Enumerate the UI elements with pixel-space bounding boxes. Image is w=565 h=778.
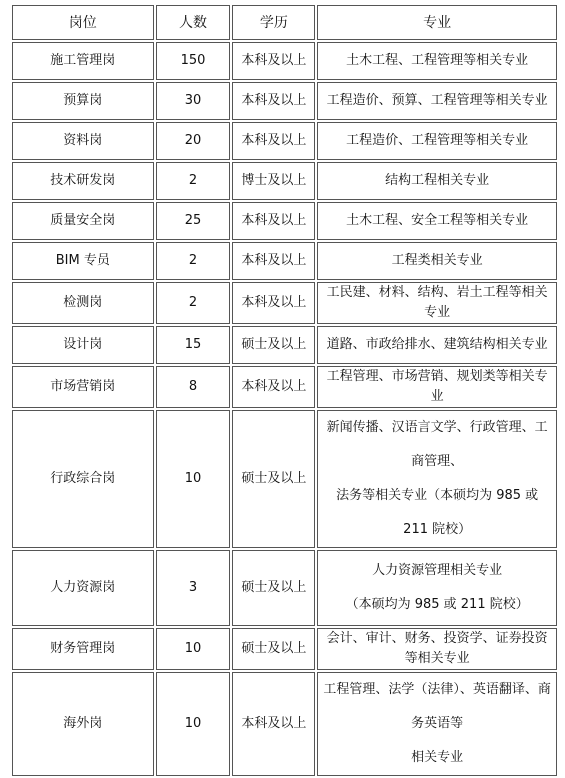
- education-cell: [232, 410, 315, 548]
- count-cell: [156, 162, 231, 200]
- major-cell: [317, 82, 557, 120]
- education-cell: [232, 202, 315, 240]
- count-cell-text: 10: [184, 716, 202, 731]
- table-row: [12, 628, 557, 670]
- major-line: 土木工程、工程管理等相关专业: [346, 53, 529, 68]
- position-cell-text: 行政综合岗: [50, 471, 116, 486]
- table-row: [12, 282, 557, 324]
- table-row: [12, 672, 557, 776]
- education-cell-text: 本科及以上: [241, 379, 307, 394]
- education-cell: [232, 82, 315, 120]
- education-cell-text: 本科及以上: [241, 93, 307, 108]
- major-line: 土木工程、安全工程等相关专业: [346, 213, 529, 228]
- recruitment-table-container: [10, 3, 559, 778]
- major-line: 法务等相关专业（本硕均为 985 或 211 院校）: [336, 488, 539, 537]
- education-cell-text: 本科及以上: [241, 253, 307, 268]
- education-cell-text: 本科及以上: [241, 213, 307, 228]
- education-cell-text: 硕士及以上: [241, 337, 307, 352]
- count-cell: [156, 202, 231, 240]
- position-cell-text: 海外岗: [63, 716, 103, 731]
- position-cell: [12, 82, 154, 120]
- position-cell-text: 施工管理岗: [50, 53, 116, 68]
- position-cell: [12, 672, 154, 776]
- header-education: 学历: [232, 5, 315, 40]
- education-cell-text: 硕士及以上: [241, 641, 307, 656]
- position-cell-text: 技术研发岗: [50, 173, 116, 188]
- position-cell: [12, 282, 154, 324]
- education-cell-text: 本科及以上: [241, 53, 307, 68]
- header-major: 专业: [317, 5, 557, 40]
- major-cell: [317, 366, 557, 408]
- count-cell: [156, 42, 231, 80]
- count-cell: [156, 628, 231, 670]
- position-cell-text: 市场营销岗: [50, 379, 116, 394]
- position-cell-text: 财务管理岗: [50, 641, 116, 656]
- major-line: 道路、市政给排水、建筑结构相关专业: [326, 337, 548, 352]
- table-header-row: [12, 5, 557, 40]
- major-cell: [317, 242, 557, 280]
- count-cell-text: 2: [188, 173, 198, 188]
- major-line: 结构工程相关专业: [385, 173, 490, 188]
- count-cell-text: 10: [184, 641, 202, 656]
- table-row: [12, 410, 557, 548]
- education-cell-text: 本科及以上: [241, 133, 307, 148]
- table-row: [12, 326, 557, 364]
- count-cell: [156, 122, 231, 160]
- position-cell: [12, 202, 154, 240]
- header-count: 人数: [156, 5, 231, 40]
- major-cell: [317, 282, 557, 324]
- education-cell-text: 本科及以上: [241, 716, 307, 731]
- position-cell-text: 预算岗: [63, 93, 103, 108]
- position-cell: [12, 162, 154, 200]
- count-cell: [156, 672, 231, 776]
- major-cell: [317, 326, 557, 364]
- education-cell: [232, 628, 315, 670]
- count-cell: [156, 282, 231, 324]
- major-line: 工程管理、法学（法律）、英语翻译、商务英语等: [323, 682, 551, 731]
- major-cell: [317, 162, 557, 200]
- major-cell: [317, 550, 557, 626]
- position-cell-text: BIM 专员: [55, 253, 110, 268]
- major-cell: [317, 122, 557, 160]
- education-cell-text: 博士及以上: [241, 173, 307, 188]
- position-cell: [12, 410, 154, 548]
- education-cell: [232, 550, 315, 626]
- count-cell-text: 2: [188, 253, 198, 268]
- count-cell: [156, 326, 231, 364]
- major-cell: [317, 410, 557, 548]
- major-line: 工程管理、市场营销、规划类等相关专业: [326, 369, 548, 404]
- major-line: 工程造价、工程管理等相关专业: [346, 133, 529, 148]
- major-cell: [317, 42, 557, 80]
- education-cell: [232, 162, 315, 200]
- count-cell-text: 3: [188, 580, 198, 595]
- count-cell-text: 30: [184, 93, 202, 108]
- major-line: 工程类相关专业: [391, 253, 483, 268]
- position-cell: [12, 122, 154, 160]
- count-cell-text: 25: [184, 213, 202, 228]
- major-line: 人力资源管理相关专业: [372, 563, 503, 578]
- position-cell: [12, 550, 154, 626]
- education-cell-text: 硕士及以上: [241, 471, 307, 486]
- major-line: 新闻传播、汉语言文学、行政管理、工商管理、: [326, 420, 548, 469]
- recruitment-table: [10, 3, 559, 778]
- count-cell: [156, 82, 231, 120]
- major-line: 工民建、材料、结构、岩土工程等相关专业: [326, 285, 548, 320]
- position-cell: [12, 628, 154, 670]
- table-row: [12, 202, 557, 240]
- education-cell: [232, 326, 315, 364]
- table-row: [12, 242, 557, 280]
- count-cell: [156, 242, 231, 280]
- position-cell-text: 质量安全岗: [50, 213, 116, 228]
- position-cell: [12, 366, 154, 408]
- position-cell: [12, 326, 154, 364]
- education-cell: [232, 242, 315, 280]
- count-cell-text: 8: [188, 379, 198, 394]
- table-body: [12, 42, 557, 776]
- position-cell-text: 人力资源岗: [50, 580, 116, 595]
- position-cell: [12, 42, 154, 80]
- education-cell-text: 本科及以上: [241, 295, 307, 310]
- major-line: （本硕均为 985 或 211 院校）: [345, 597, 529, 612]
- major-cell: [317, 202, 557, 240]
- education-cell: [232, 672, 315, 776]
- education-cell: [232, 282, 315, 324]
- position-cell-text: 设计岗: [63, 337, 103, 352]
- table-row: [12, 366, 557, 408]
- major-line: 相关专业: [411, 750, 464, 765]
- major-line: 工程造价、预算、工程管理等相关专业: [326, 93, 548, 108]
- header-position: 岗位: [12, 5, 154, 40]
- major-line: 会计、审计、财务、投资学、证券投资等相关专业: [326, 631, 548, 666]
- count-cell: [156, 366, 231, 408]
- education-cell: [232, 366, 315, 408]
- count-cell-text: 10: [184, 471, 202, 486]
- table-row: [12, 82, 557, 120]
- count-cell-text: 20: [184, 133, 202, 148]
- major-cell: [317, 628, 557, 670]
- count-cell: [156, 410, 231, 548]
- table-row: [12, 122, 557, 160]
- table-row: [12, 550, 557, 626]
- education-cell: [232, 42, 315, 80]
- position-cell: [12, 242, 154, 280]
- position-cell-text: 资料岗: [63, 133, 103, 148]
- count-cell-text: 2: [188, 295, 198, 310]
- count-cell-text: 15: [184, 337, 202, 352]
- table-row: [12, 42, 557, 80]
- count-cell: [156, 550, 231, 626]
- major-cell: [317, 672, 557, 776]
- count-cell-text: 150: [180, 53, 206, 68]
- education-cell: [232, 122, 315, 160]
- education-cell-text: 硕士及以上: [241, 580, 307, 595]
- position-cell-text: 检测岗: [63, 295, 103, 310]
- table-row: [12, 162, 557, 200]
